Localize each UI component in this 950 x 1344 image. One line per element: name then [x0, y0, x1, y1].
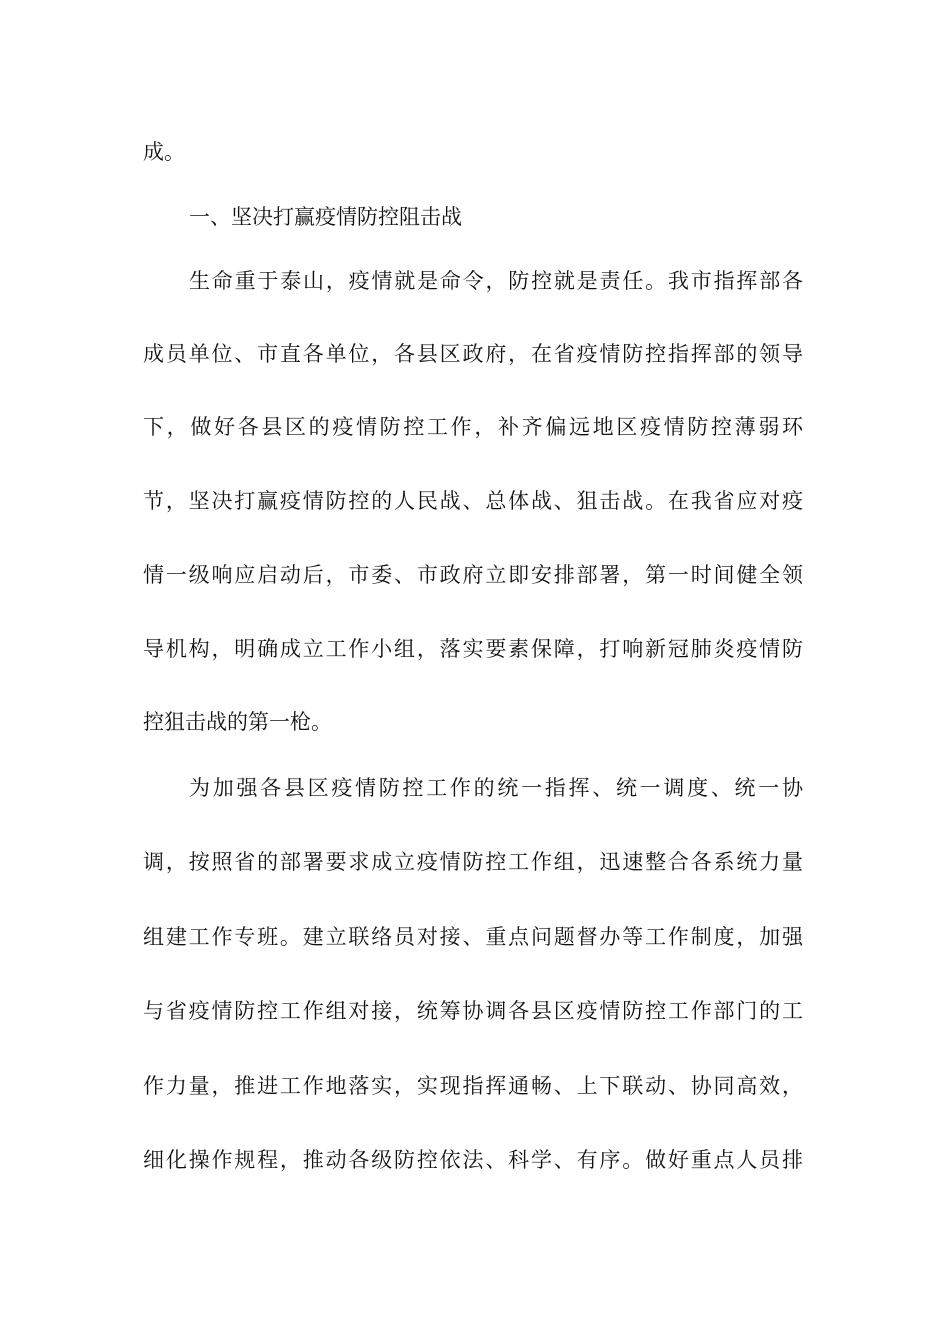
section-heading: 一、坚决打赢疫情防控阻击战: [189, 205, 462, 229]
paragraph-1-line-2: 成员单位、市直各单位，各县区政府，在省疫情防控指挥部的领导: [143, 342, 803, 366]
text-line: [0, 266, 950, 296]
paragraph-2-line-5: 作力量，推进工作地落实，实现指挥通畅、上下联动、协同高效，: [143, 1074, 803, 1098]
text-line: [0, 486, 950, 516]
paragraph-1-line-6: 导机构，明确成立工作小组，落实要素保障，打响新冠肺炎疫情防: [143, 637, 803, 661]
paragraph-1-line-7: 控狙击战的第一枪。: [143, 710, 332, 734]
text-line: [0, 412, 950, 442]
text-line: [0, 1145, 950, 1175]
text-line: [0, 996, 950, 1026]
text-line: [0, 202, 950, 232]
text-line: [0, 560, 950, 590]
paragraph-1-line-4: 节，坚决打赢疫情防控的人民战、总体战、狙击战。在我省应对疫: [143, 489, 803, 513]
text-line: [0, 339, 950, 369]
paragraph-1-line-1: 生命重于泰山，疫情就是命令，防控就是责任。我市指挥部各: [189, 269, 803, 293]
paragraph-1-line-3: 下，做好各县区的疫情防控工作，补齐偏远地区疫情防控薄弱环: [143, 415, 803, 439]
text-line: [0, 634, 950, 664]
paragraph-2-line-4: 与省疫情防控工作组对接，统筹协调各县区疫情防控工作部门的工: [143, 999, 803, 1023]
text-line: [0, 773, 950, 803]
paragraph-2-line-1: 为加强各县区疫情防控工作的统一指挥、统一调度、统一协: [189, 776, 803, 800]
text-line: [0, 137, 950, 167]
paragraph-2-line-6: 细化操作规程，推动各级防控依法、科学、有序。做好重点人员排: [143, 1148, 803, 1172]
paragraph-1-line-5: 情一级响应启动后，市委、市政府立即安排部署，第一时间健全领: [143, 563, 803, 587]
text-line: [0, 707, 950, 737]
paragraph-2-line-3: 组建工作专班。建立联络员对接、重点问题督办等工作制度，加强: [143, 925, 803, 949]
text-line: [0, 847, 950, 877]
paragraph-continuation-end: 成。: [143, 140, 185, 164]
text-line: [0, 922, 950, 952]
paragraph-2-line-2: 调，按照省的部署要求成立疫情防控工作组，迅速整合各系统力量: [143, 850, 803, 874]
text-line: [0, 1071, 950, 1101]
